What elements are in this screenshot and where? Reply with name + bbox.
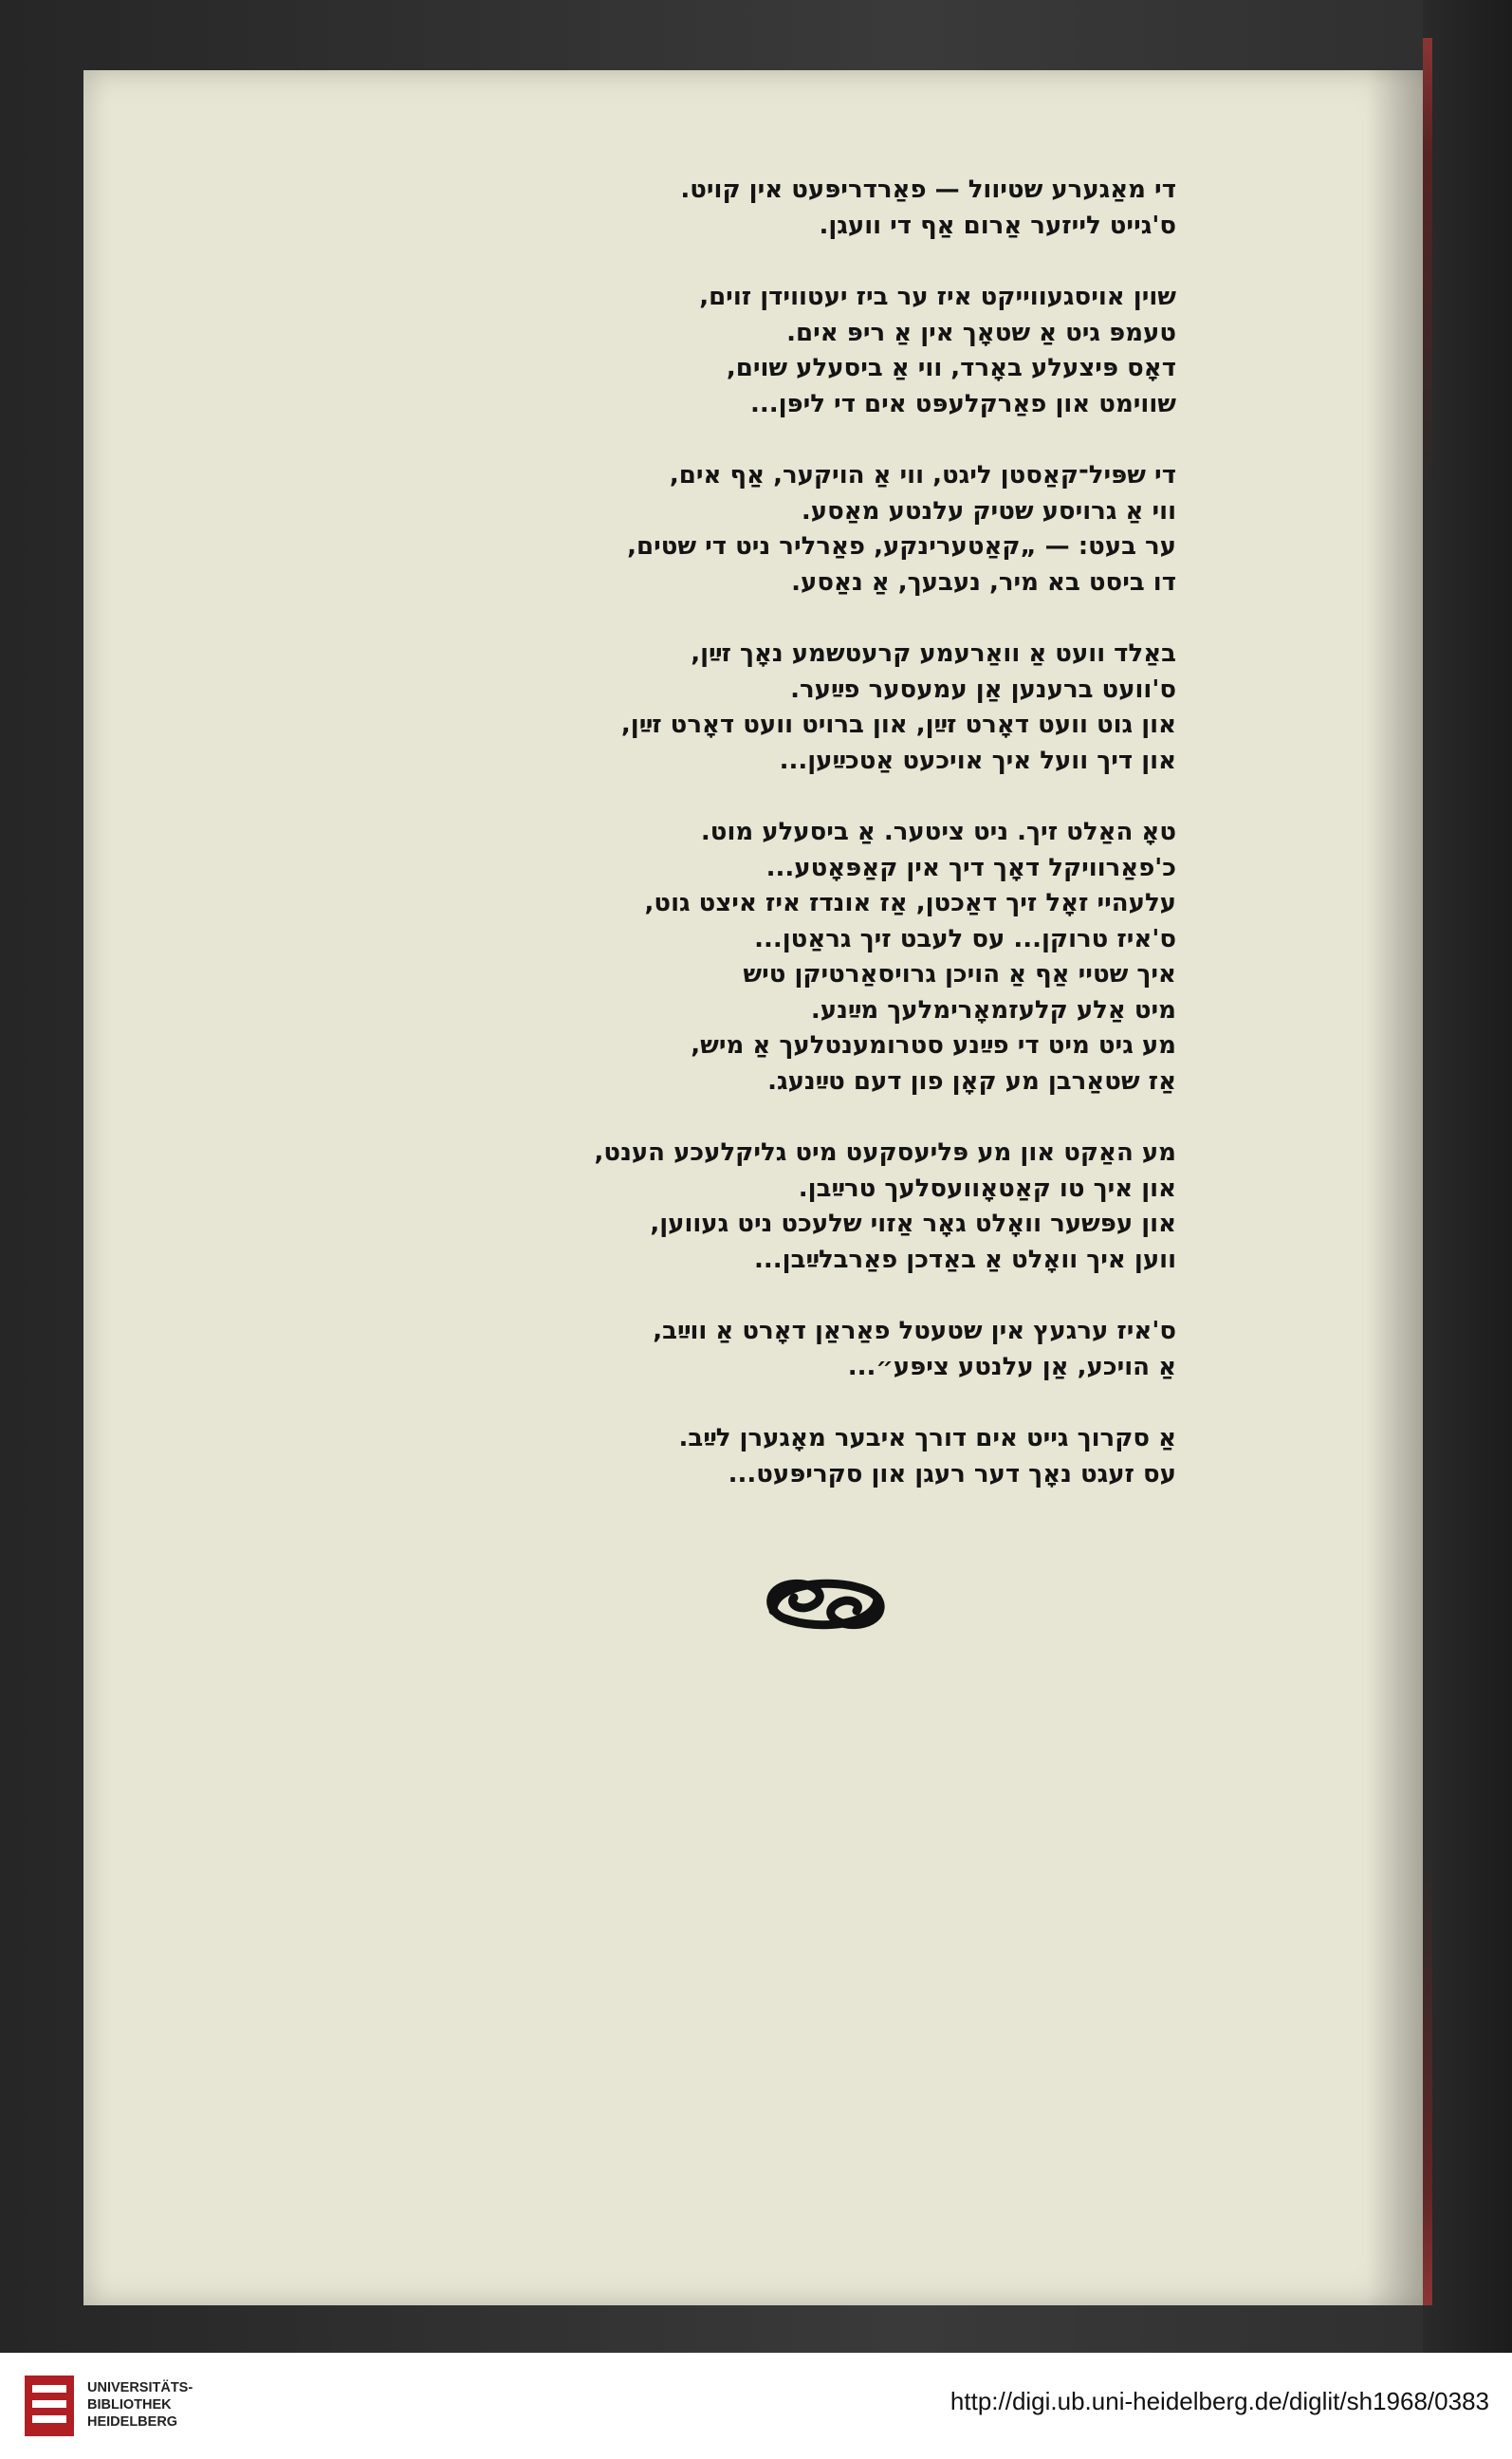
poem-line: ווען איך וואָלט אַ באַדכן פאַרבלײַבן... [754,1245,1176,1274]
poem-line: ס'איז טרוקן... עס לעבט זיך גראַטן... [754,924,1176,953]
stanza [569,815,1176,1100]
poem-line: די מאַגערע שטיוול — פאַרדריפּעט אין קויט. [680,176,1176,204]
ornament-flourish-icon [754,1565,896,1641]
poem-line: עלעהיי זאָל זיך דאַכטן, אַז אונדז איז איצט גוט, [644,889,1176,917]
book-spine [1423,0,1512,2353]
poem-line: כ'פאַרוויקל דאָך דיך אין קאַפּאָטע... [765,853,1176,882]
page-gutter-shadow [1366,70,1423,2305]
stanza [569,637,1176,779]
poem-line: איך שטיי אַף אַ הויכן גרויסאַרטיקן טיש [743,960,1176,989]
university-seal-icon [21,2372,78,2440]
poem-line: און איך טו קאַטאָוועסלעך טרײַבן. [798,1174,1176,1203]
poem-line: טאָ האַלט זיך. ניט ציטער. אַ ביסעלע מוט. [700,818,1176,846]
stanza [569,173,1176,244]
poem-line: טעמפּ גיט אַ שטאָך אין אַ ריפּ אים. [786,318,1176,347]
poem-line: שוין אויסגעווייקט איז ער ביז יעטווידן זוים, [699,283,1176,311]
poem-line: מיט אַלע קלעזמאָרימלעך מײַנע. [810,995,1176,1025]
page-edge-strip [1423,38,1432,2305]
poem-line: אַ הויכע, אַן עלנטע ציפּע״... [847,1352,1176,1381]
poem-line: און גוט וועט דאָרט זײַן, און ברויט וועט דאָרט זײַן, [620,711,1176,739]
poem-line: ס'גייט לייזער אַרום אַף די וועגן. [819,211,1176,240]
poem-line: אַ סקרוך גייט אים דורך איבער מאָגערן לײַב. [678,1424,1176,1452]
poem-line: און עפּשער וואָלט גאָר אַזוי שלעכט ניט געווען, [650,1210,1176,1238]
poem-line: און דיך וועל איך אויכעט אַטכײַען... [779,746,1176,775]
stanza [569,1136,1176,1278]
stanza [569,1314,1176,1385]
permalink-url[interactable]: http://digi.ub.uni-heidelberg.de/diglit/sh1968/0383 [950,2387,1489,2415]
poem-line: ער בעט: — „קאַטערינקע, פאַרליר ניט די שטים, [627,532,1176,561]
poem-line: עס זעגט נאָך דער רעגן און סקריפּעט... [728,1459,1176,1488]
poem-line: דו ביסט בא מיר, נעבעך, אַ נאַסע. [791,567,1176,597]
logo-line-1: UNIVERSITÄTS- [87,2380,194,2395]
library-logo-text [87,2379,193,2431]
poem-line: שווימט און פאַרקלעפּט אים די ליפּן... [749,389,1176,418]
poem-line: ס'וועט ברענען אַן עמעסער פײַער. [790,675,1176,704]
logo-line-3: HEIDELBERG [87,2414,178,2430]
poem-line: מע גיט מיט די פײַנע סטרומענטלעך אַ מיש, [691,1031,1176,1060]
poem-line: ס'איז ערגעץ אין שטעטל פאַראַן דאָרט אַ ווײַב, [653,1317,1176,1345]
logo-line-2: BIBLIOTHEK [87,2397,172,2413]
poem-line: מע האַקט און מע פּליעסקעט מיט גליקלעכע הענט, [594,1138,1176,1167]
poem-line: באַלד וועט אַ וואַרעמע קרעטשמע נאָך זײַן, [691,639,1176,668]
stanza [569,280,1176,422]
poem-line: דאָס פּיצעלע באָרד, ווי אַ ביסעלע שוים, [726,354,1176,382]
poem-line: די שפּיל־קאַסטן ליגט, ווי אַ הויקער, אַף אים, [669,461,1176,490]
poem-line: אַז שטאַרבן מע קאָן פון דעם טײַנעג. [767,1066,1176,1096]
poem-line: ווי אַ גרויסע שטיק עלנטע מאַסע. [801,496,1176,526]
stanza [569,1421,1176,1492]
stanza [569,458,1176,601]
poem-text [569,173,1176,1528]
